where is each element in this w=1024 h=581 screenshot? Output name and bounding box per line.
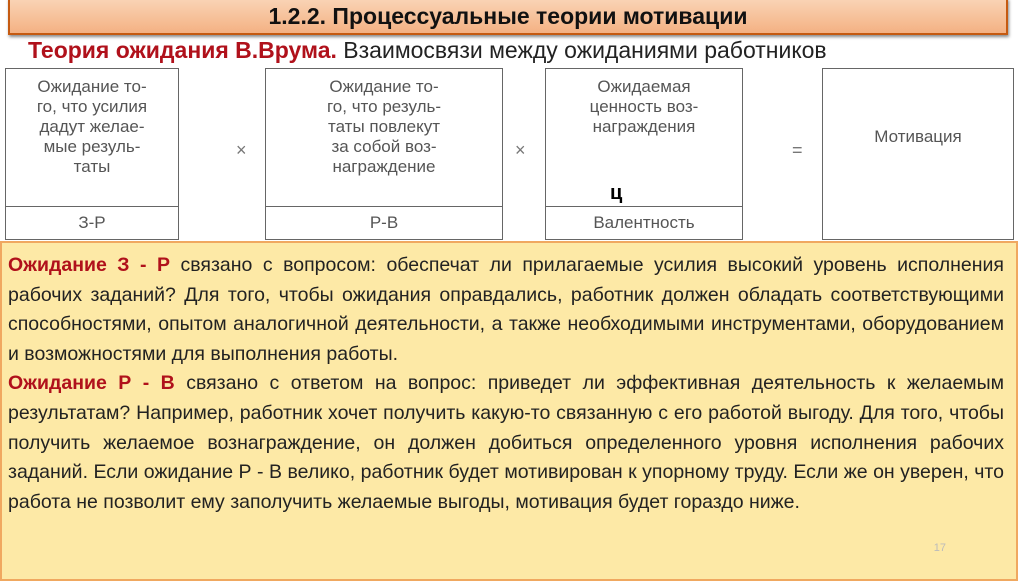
box-footer: З-Р [6,206,178,239]
equals-sign: = [792,140,803,160]
box-text: Ожидание то-го, что усилия дадут желае-мые резуль-таты [36,77,148,176]
box-valence [545,68,743,240]
subtitle-rest: Взаимосвязи между ожиданиями работников [336,37,827,63]
paragraph-r-v [8,369,1004,517]
term-r-v: Ожидание Р - В [8,372,175,395]
page-number: 17 [933,542,946,554]
subtitle [28,37,827,64]
slide-title: 1.2.2. Процессуальные теории мотивации [8,0,1008,35]
subtitle-highlight: Теория ожидания В.Врума. [28,37,337,63]
explanation-text [0,241,1018,581]
box-effort-result [5,68,179,240]
term-z-r: Ожидание З - Р [8,254,171,276]
text-r-v: связано с ответом на вопрос: приведет ли эффективная деятельность к желаемым результатам? Например, работник хочет получить какую-то связанную с его работой выгоду. Для того, чтобы получить желаемое вознаграждение, он должен добиться определенного уровня исполнения рабочих заданий. Если ожидание Р - В велико, работник будет мотивирован к упорному труду. Если же он уверен, что работа не позволит ему заполучить желаемые выгоды, мотивация будет гораздо ниже. [8,372,1004,513]
box-text: Ожидание то-го, что резуль-таты повлекут за собой воз-награждение [326,77,442,176]
note-letter: ц [610,182,623,204]
box-result-reward [265,68,503,240]
paragraph-z-r [8,251,1004,369]
box-footer: Р-В [266,206,502,239]
text-z-r: связано с вопросом: обеспечат ли прилагаемые усилия высокий уровень исполнения рабочих заданий? Для того, чтобы ожидания оправдались, работник должен обладать соответствующими способностями, опытом аналогичной деятельности, а также необходимыми инструментами, оборудованием и возможностями для выполнения работы. [8,254,1004,365]
multiply-sign: × [515,140,526,160]
box-text: Ожидаемая ценность воз-награждения [589,77,699,136]
box-text: Мотивация [874,127,962,146]
multiply-sign: × [236,140,247,160]
box-footer: Валентность [546,206,742,239]
box-motivation [822,68,1014,240]
